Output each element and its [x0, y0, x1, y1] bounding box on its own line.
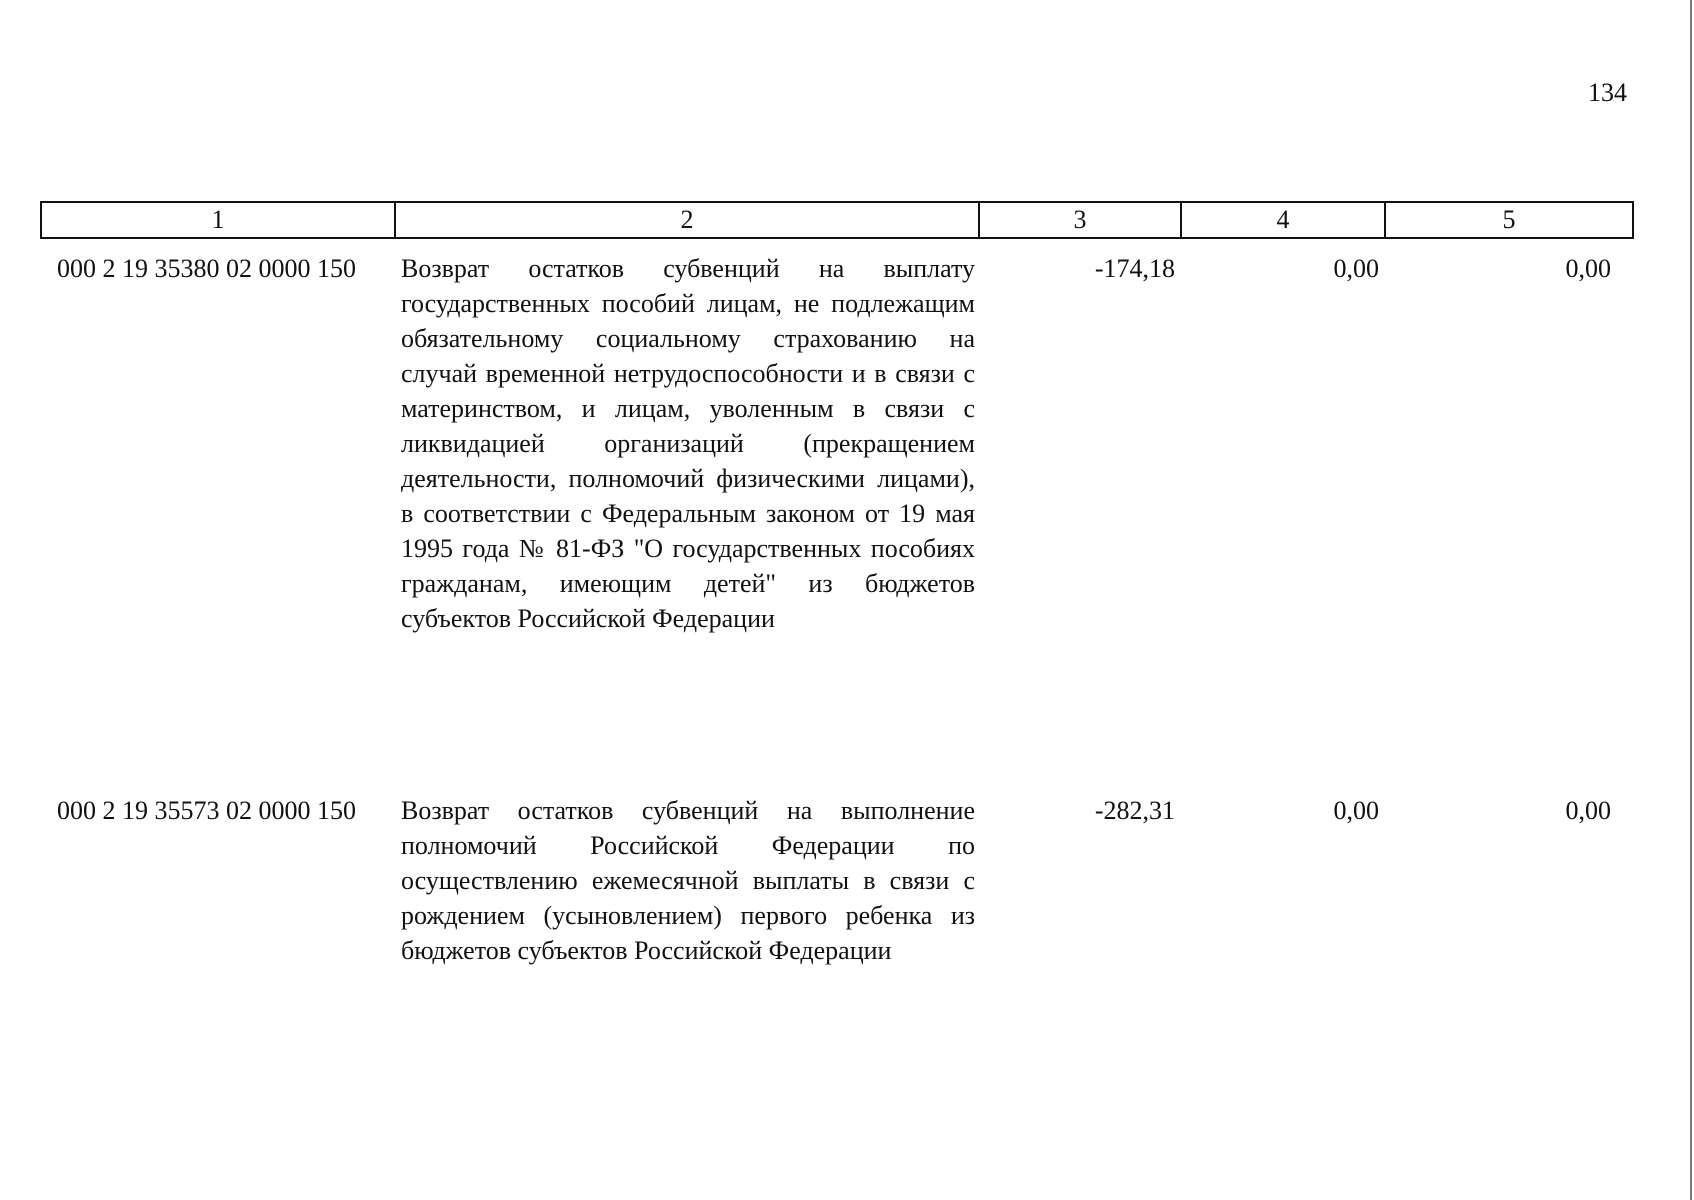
column-header-2: 2 — [395, 202, 979, 238]
column-header-5: 5 — [1385, 202, 1633, 238]
column-header-1: 1 — [41, 202, 395, 238]
budget-code: 000 2 19 35573 02 0000 150 — [57, 796, 356, 825]
column-header-4: 4 — [1181, 202, 1385, 238]
page-number: 134 — [1588, 78, 1627, 107]
budget-table — [40, 201, 1634, 1053]
value-col-5: 0,00 — [1565, 796, 1611, 825]
value-col-3: -282,31 — [1094, 796, 1175, 825]
budget-description: Возврат остатков субвенций на выплату государственных пособий лицам, не подлежащим обязательному социальному страхованию на случай временной нетрудоспособности и в связи с материнством, и лицам, уволенным в связи с ликвидацией организаций (прекращением деятельности, полномочий физическими лицами), в соответствии с Федеральным законом от 19 мая 1995 года № 81-ФЗ "О государственных пособиях гражданам, имеющим детей" из бюджетов субъектов Российской Федерации — [401, 254, 975, 633]
budget-description: Возврат остатков субвенций на выполнение полномочий Российской Федерации по осуществлению ежемесячной выплаты в связи с рождением (усыновлением) первого ребенка из бюджетов субъектов Российской Федерации — [401, 796, 975, 965]
value-col-4: 0,00 — [1333, 254, 1379, 283]
table-row — [41, 238, 1633, 781]
budget-code: 000 2 19 35380 02 0000 150 — [57, 254, 356, 283]
column-header-3: 3 — [979, 202, 1181, 238]
value-col-3: -174,18 — [1094, 254, 1175, 283]
value-col-4: 0,00 — [1333, 796, 1379, 825]
value-col-5: 0,00 — [1565, 254, 1611, 283]
table-header-row — [41, 202, 1633, 238]
table-row — [41, 781, 1633, 1053]
page-edge-line — [1690, 0, 1692, 1200]
